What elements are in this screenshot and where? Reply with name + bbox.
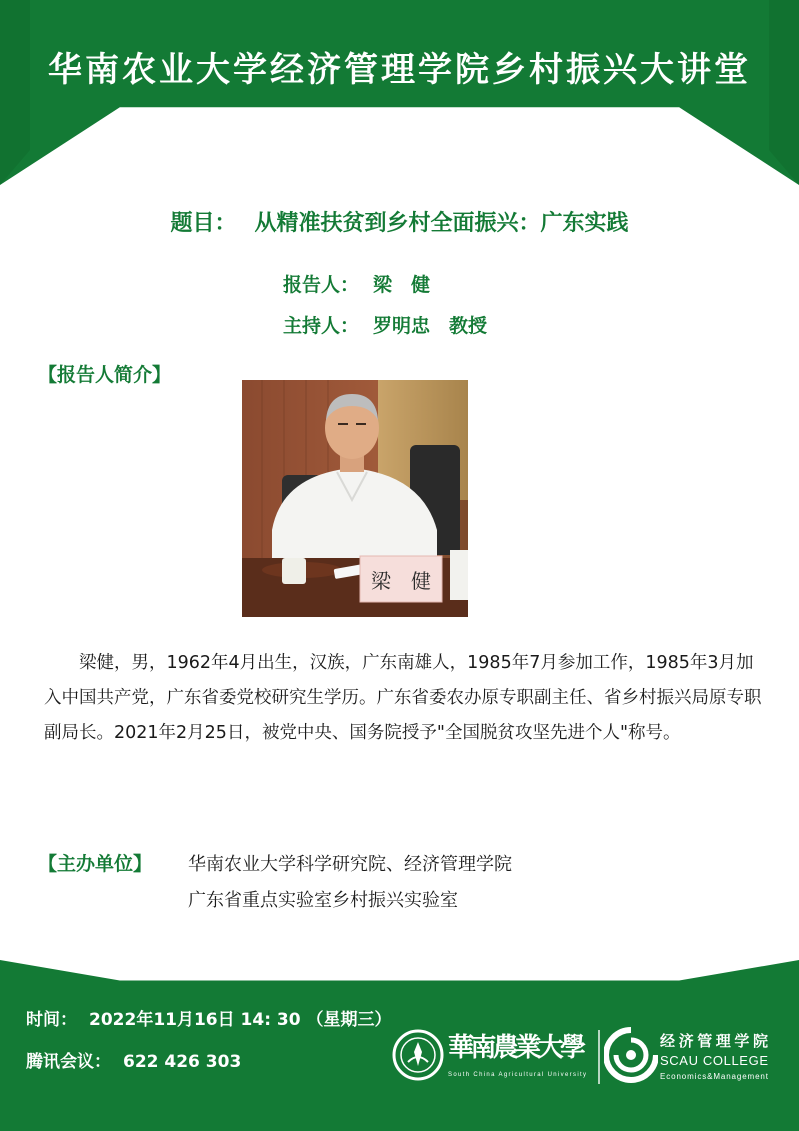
speaker-photo [242,380,468,617]
speaker-row [283,270,430,297]
organizer-line: 华南农业大学科学研究院、经济管理学院 [188,854,512,875]
host-label: 主持人： [283,315,360,337]
college-name-cn: 经济管理学院 [660,1032,768,1050]
scau-logotype [448,1022,590,1088]
speaker-name: 梁 健 [373,274,431,296]
scau-name-en: South China Agricultural University [448,1072,586,1078]
speaker-bio-text: 梁健，男，1962年4月出生，汉族，广东南雄人，1985年7月参加工作，1985年3月加入中国共产党，广东省委党校研究生学历。广东省委农办原专职副主任、省乡村振兴局原专职副局长。2021年2月25日，被党中央、国务院授予"全国脱贫攻坚先进个人"称号。 [44,653,762,743]
college-name-en2: Economics&Management [660,1072,768,1081]
topic-label: 题目： [170,211,237,236]
event-time [26,1005,392,1030]
topic-heading [0,206,799,237]
lecture-series-title: 华南农业大学经济管理学院乡村振兴大讲堂 [48,50,751,90]
organizer-section-label: 【主办单位】 [38,853,153,875]
header-banner [0,0,799,185]
time-label: 时间： [26,1010,77,1030]
bio-section-label: 【报告人简介】 [38,364,172,386]
time-value: 2022年11月16日 14: 30 （星期三） [89,1010,392,1030]
college-name-en1: SCAU COLLEGE [660,1053,768,1068]
topic-text: 从精准扶贫到乡村全面振兴：广东实践 [254,211,629,236]
nameplate-text: 梁 健 [371,569,431,593]
host-name: 罗明忠 教授 [373,315,488,337]
meeting-label: 腾讯会议： [26,1052,111,1072]
speaker-photo-illustration [242,380,468,617]
college-logotype [660,1022,772,1088]
lecture-number: 第二讲 [339,108,460,146]
organizer-line: 广东省重点实验室乡村振兴实验室 [188,890,458,911]
meeting-id: 622 426 303 [123,1052,242,1072]
host-row [283,311,487,338]
college-emblem-icon [604,1022,658,1088]
logo-divider [598,1030,600,1084]
speaker-label: 报告人： [283,274,360,296]
scau-emblem-icon [392,1022,444,1088]
meeting-info [26,1047,241,1072]
scau-name-cn: 華南農業大學 [448,1033,586,1063]
